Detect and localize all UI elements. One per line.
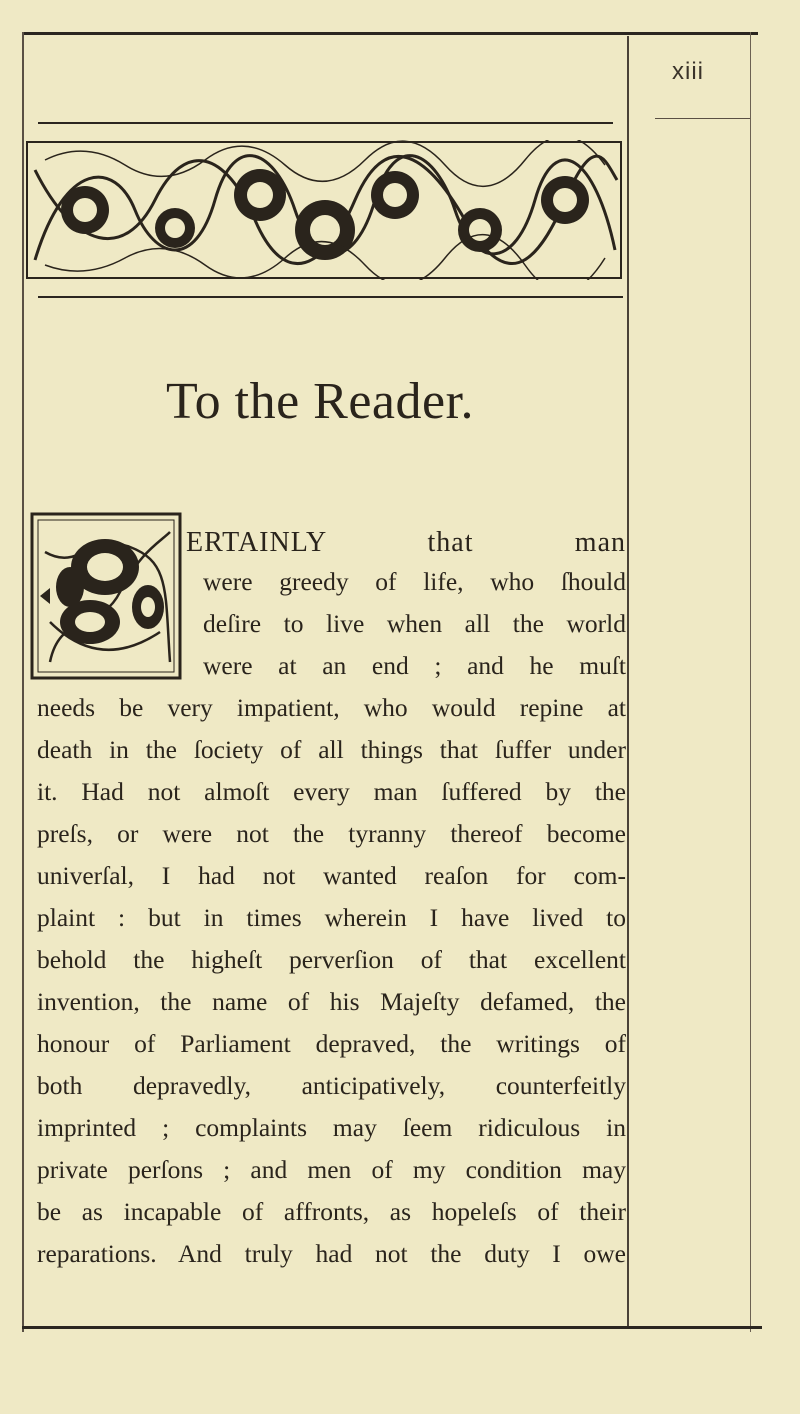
text-line-5: needs be very impatient, who would repine at (37, 693, 626, 722)
text-line-3: deſire to live when all the world (203, 609, 626, 638)
text-line-14: both depravedly, anticipatively, counterfeitly (37, 1071, 626, 1100)
right-border-rule (750, 32, 751, 1332)
text-line-10: plaint : but in times wherein I have lived to (37, 903, 626, 932)
headpiece-ornament (25, 140, 623, 280)
text-line-6: death in the ſociety of all things that ſuffer under (37, 735, 626, 764)
text-line-15: imprinted ; complaints may ſeem ridiculous in (37, 1113, 626, 1142)
text-line-12: invention, the name of his Majeſty defamed, the (37, 987, 626, 1016)
headpiece-bottom-rule (38, 296, 623, 298)
text-line-11: behold the higheſt perverſion of that excellent (37, 945, 626, 974)
folio-rule (655, 118, 750, 119)
text-line-2: were greedy of life, who ſhould (203, 567, 626, 596)
text-line-18: reparations. And truly had not the duty I owe (37, 1239, 626, 1268)
column-divider-rule (627, 36, 629, 1326)
left-border-rule (22, 32, 24, 1332)
headpiece-top-rule (38, 122, 613, 124)
text-line-8: preſs, or were not the tyranny thereof become (37, 819, 626, 848)
text-line-1: ERTAINLY that man (186, 527, 626, 558)
text-line-7: it. Had not almoſt every man ſuffered by the (37, 777, 626, 806)
text-line-16: private perſons ; and men of my condition may (37, 1155, 626, 1184)
bottom-border-rule (22, 1326, 762, 1329)
text-line-9: univerſal, I had not wanted reaſon for com- (37, 861, 626, 890)
page-number: xiii (672, 58, 704, 85)
top-border-rule (22, 32, 758, 35)
decorated-initial-c (30, 512, 182, 680)
text-line-17: be as incapable of affronts, as hopeleſs of their (37, 1197, 626, 1226)
text-line-13: honour of Parliament depraved, the writings of (37, 1029, 626, 1058)
page-title: To the Reader. (165, 373, 475, 430)
text-line-4: were at an end ; and he muſt (203, 651, 626, 680)
